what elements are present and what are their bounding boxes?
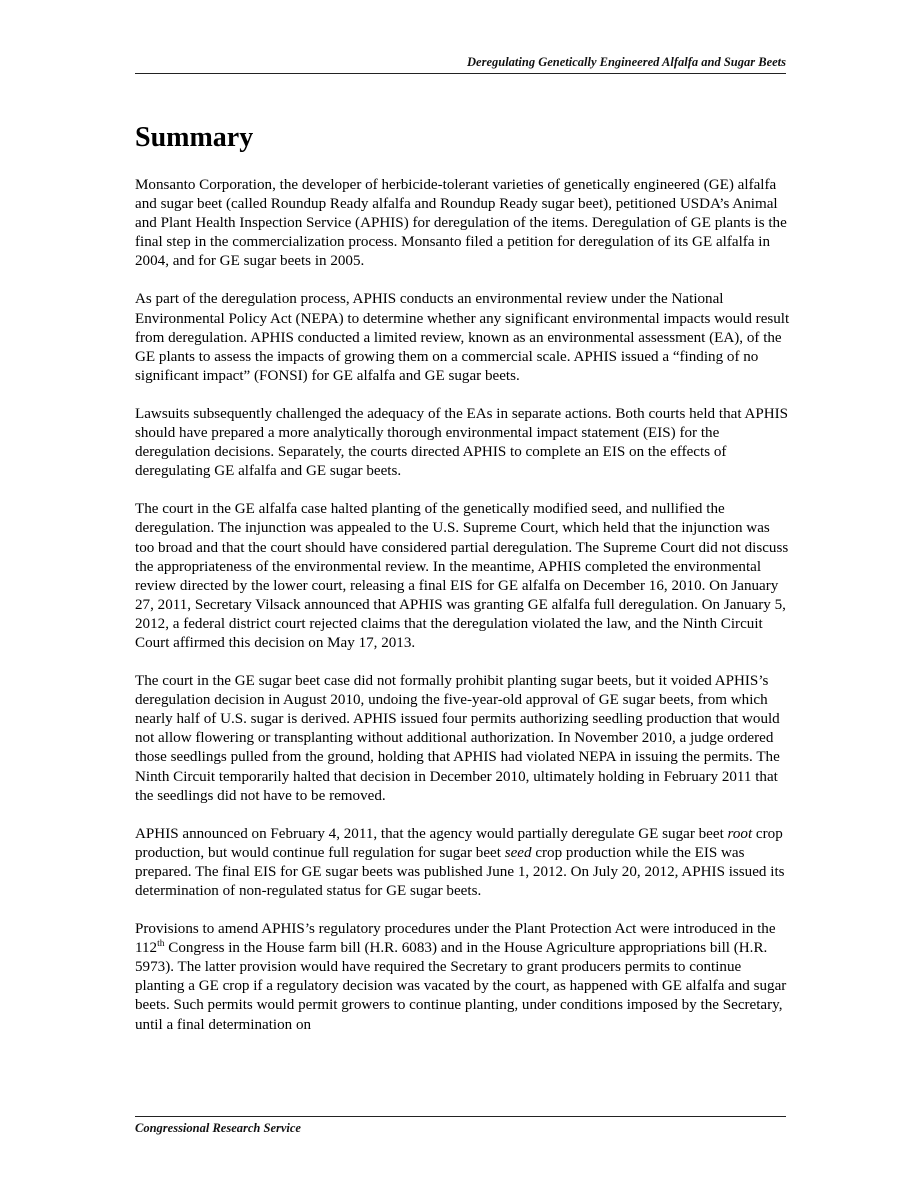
paragraph-7-superscript: th xyxy=(157,939,165,950)
summary-body xyxy=(135,176,790,1054)
paragraph-6-text-c: crop production, but would continue full regulation for sugar beet xyxy=(135,825,783,861)
paragraph-6-text-a: APHIS announced on February 4, 2011, that the agency would partially deregulate GE sugar beet xyxy=(135,825,728,842)
paragraph-7-text-a: Provisions to amend APHIS’s regulatory procedures under the Plant Protection Act were introduced in the 112 xyxy=(135,921,776,957)
footer-rule xyxy=(135,1116,786,1117)
paragraph-3: Lawsuits subsequently challenged the adequacy of the EAs in separate actions. Both courts held that APHIS should have prepared a more analytically thorough environmental impact statement (EIS) for the deregulation decisions. Separately, the courts directed APHIS to complete an EIS on the effects of deregulating GE alfalfa and GE sugar beets. xyxy=(135,405,789,480)
paragraph-5: The court in the GE sugar beet case did not formally prohibit planting sugar beets, but it voided APHIS’s deregulation decision in August 2010, undoing the five-year-old approval of GE sugar beets, from which nearly half of U.S. sugar is derived. APHIS issued four permits authorizing seedling production that would not allow flowering or transplanting without additional authorization. In November 2010, a judge ordered those seedlings pulled from the ground, holding that APHIS had violated NEPA in issuing the permits. The Ninth Circuit temporarily halted that decision in December 2010, ultimately holding in February 2011 that the seedlings did not have to be removed. xyxy=(135,673,780,804)
paragraph-6-emphasis-root: root xyxy=(727,825,753,842)
running-header: Deregulating Genetically Engineered Alfalfa and Sugar Beets xyxy=(467,55,786,69)
paragraph-6-text-e: crop production while the EIS was prepared. The final EIS for GE sugar beets was published June 1, 2012. On July 20, 2012, APHIS issued its determination of non-regulated status for GE sugar beets. xyxy=(135,844,785,899)
paragraph-6 xyxy=(135,825,790,901)
paragraph-7-text-b: Congress in the House farm bill (H.R. 6083) and in the House Agriculture appropriations bill (H.R. 5973). The latter provision would have required the Secretary to grant producers permits to continue planting a GE crop if a regulatory decision was vacated by the court, as happened with GE alfalfa and sugar beets. Such permits would permit growers to continue planting, under conditions imposed by the Secretary, until a final determination on xyxy=(135,940,787,1033)
paragraph-7 xyxy=(135,920,790,1035)
running-footer: Congressional Research Service xyxy=(135,1121,301,1135)
paragraph-6-emphasis-seed: seed xyxy=(504,844,532,861)
paragraph-4: The court in the GE alfalfa case halted planting of the genetically modified seed, and nullified the deregulation. The injunction was appealed to the U.S. Supreme Court, which held that the injunction was too broad and that the court should have considered partial deregulation. The Supreme Court did not discuss the appropriateness of the environmental review. In the meantime, APHIS completed the environmental review directed by the lower court, releasing a final EIS for GE alfalfa on December 16, 2010. On January 27, 2011, Secretary Vilsack announced that APHIS was granting GE alfalfa full deregulation. On January 5, 2012, a federal district court rejected claims that the deregulation violated the law, and the Ninth Circuit Court affirmed this decision on May 17, 2013. xyxy=(135,501,789,651)
header-rule xyxy=(135,73,786,74)
section-title: Summary xyxy=(135,122,254,153)
paragraph-1: Monsanto Corporation, the developer of herbicide-tolerant varieties of genetically engineered (GE) alfalfa and sugar beet (called Roundup Ready alfalfa and Roundup Ready sugar beet), petitioned USDA’s Animal and Plant Health Inspection Service (APHIS) for deregulation of the items. Deregulation of GE plants is the final step in the commercialization process. Monsanto filed a petition for deregulation of its GE alfalfa in 2004, and for GE sugar beets in 2005. xyxy=(135,177,787,270)
paragraph-2: As part of the deregulation process, APHIS conducts an environmental review under the National Environmental Policy Act (NEPA) to determine whether any significant environmental impacts would result from deregulation. APHIS conducted a limited review, known as an environmental assessment (EA), of the GE plants to assess the impacts of growing them on a commercial scale. APHIS issued a “finding of no significant impact” (FONSI) for GE alfalfa and GE sugar beets. xyxy=(135,291,790,384)
